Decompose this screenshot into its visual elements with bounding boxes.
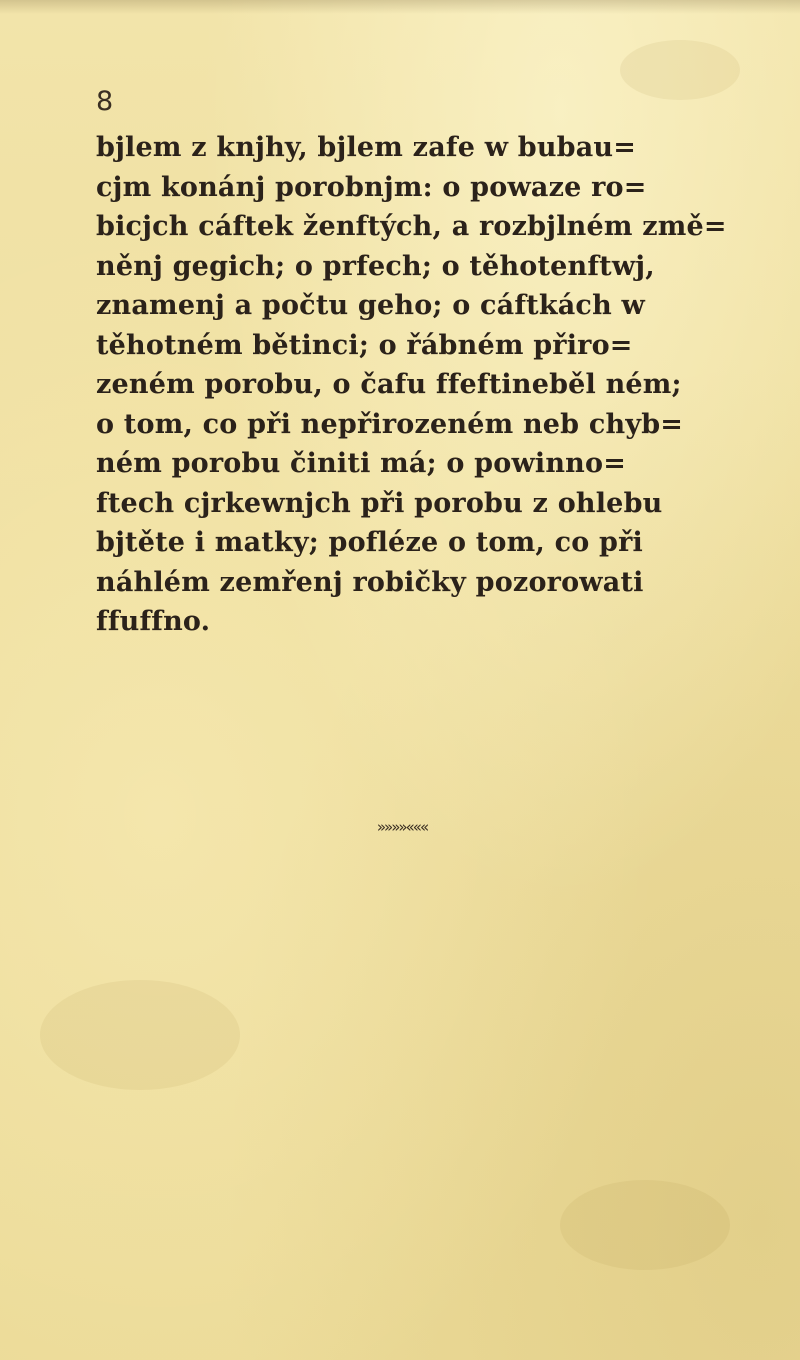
text-line: znamenj a počtu geho; o cáftkách w [96,290,645,321]
paper-stain [40,980,240,1090]
page-top-edge [0,0,800,14]
text-line: těhotném bětinci; o řábném přiro= [96,329,633,361]
text-line: cjm konánj porobnjm: o powaze ro= [96,171,647,203]
text-line: ném porobu činiti má; o powinno= [96,448,627,479]
page-number: 8 [96,86,114,117]
body-text [96,128,736,642]
paper-stain [620,40,740,100]
text-line: bjlem z knjhy, bjlem zafe w bubau= [96,132,637,163]
text-line: ffuffno. [96,606,211,637]
text-line: zeném porobu, o čafu ffeftineběl ném; [96,369,682,400]
text-line: o tom, co při nepřirozeném neb chyb= [96,408,684,440]
text-line: bjtěte i matky; pofléze o tom, co při [96,527,644,558]
text-line: bicjch cáftek ženftých, a rozbjlném změ= [96,211,727,242]
paper-stain [560,1180,730,1270]
decorative-ornament: »»»»««« [376,818,428,836]
text-line: něnj gegich; o prfech; o těhotenftwj, [96,250,655,282]
text-line: ftech cjrkewnjch při porobu z ohlebu [96,487,663,519]
text-line: náhlém zemřenj robičky pozorowati [96,566,644,598]
